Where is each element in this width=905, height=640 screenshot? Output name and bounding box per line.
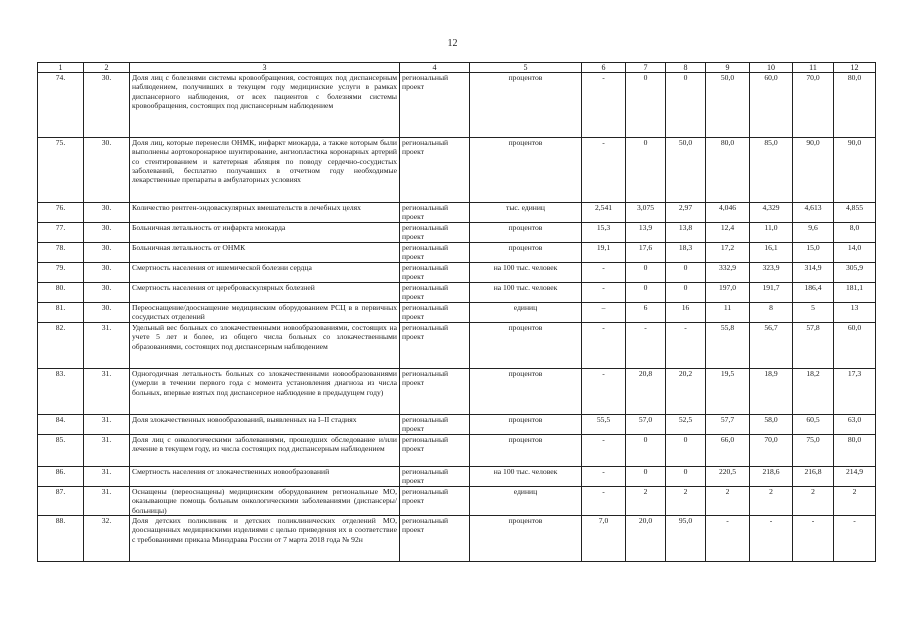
table-row — [38, 263, 876, 283]
unit-of-measure: процентов — [470, 435, 582, 467]
value-col-9: 80,0 — [706, 138, 750, 203]
table-row — [38, 283, 876, 303]
indicator-name: Доля детских поликлиник и детских поликлинических отделений МО, дооснащенных медицинскими изделиями с целью приведения их в соответствие с требованиями приказа Минздрава России от 7 марта 2018 года № 92н — [130, 516, 400, 562]
value-col-6: - — [582, 435, 626, 467]
value-col-11: 90,0 — [793, 138, 834, 203]
source-type: региональный проект — [400, 283, 470, 303]
value-col-9: - — [706, 516, 750, 562]
value-col-12: 60,0 — [834, 323, 876, 369]
unit-of-measure: процентов — [470, 516, 582, 562]
value-col-6: 19,1 — [582, 243, 626, 263]
table-body — [38, 73, 876, 562]
value-col-11: 4,613 — [793, 203, 834, 223]
goal-number: 30. — [84, 283, 130, 303]
value-col-12: 214,9 — [834, 467, 876, 487]
value-col-11: 186,4 — [793, 283, 834, 303]
value-col-11: 2 — [793, 487, 834, 516]
source-type: региональный проект — [400, 243, 470, 263]
value-col-11: - — [793, 516, 834, 562]
source-type: региональный проект — [400, 487, 470, 516]
unit-of-measure: процентов — [470, 138, 582, 203]
value-col-9: 2 — [706, 487, 750, 516]
value-col-11: 75,0 — [793, 435, 834, 467]
value-col-9: 57,7 — [706, 415, 750, 435]
value-col-7: 57,0 — [626, 415, 666, 435]
indicator-name: Количество рентген-эндоваскулярных вмешательств в лечебных целях — [130, 203, 400, 223]
value-col-6: - — [582, 467, 626, 487]
value-col-12: - — [834, 516, 876, 562]
column-header: 3 — [130, 63, 400, 73]
goal-number: 31. — [84, 467, 130, 487]
value-col-8: 18,3 — [666, 243, 706, 263]
value-col-9: 17,2 — [706, 243, 750, 263]
value-col-7: 3,075 — [626, 203, 666, 223]
column-header: 7 — [626, 63, 666, 73]
indicators-table — [37, 62, 876, 562]
unit-of-measure: процентов — [470, 323, 582, 369]
value-col-6: - — [582, 73, 626, 138]
value-col-7: 0 — [626, 138, 666, 203]
value-col-6: - — [582, 487, 626, 516]
indicator-name: Доля злокачественных новообразований, выявленных на I–II стадиях — [130, 415, 400, 435]
page-number: 12 — [447, 38, 458, 49]
unit-of-measure: тыс. единиц — [470, 203, 582, 223]
value-col-11: 70,0 — [793, 73, 834, 138]
row-number: 79. — [38, 263, 84, 283]
value-col-10: 85,0 — [750, 138, 793, 203]
unit-of-measure: единиц — [470, 487, 582, 516]
value-col-12: 14,0 — [834, 243, 876, 263]
table-row — [38, 415, 876, 435]
value-col-9: 55,8 — [706, 323, 750, 369]
table-row — [38, 203, 876, 223]
value-col-6: 2,541 — [582, 203, 626, 223]
row-number: 81. — [38, 303, 84, 323]
value-col-7: 2 — [626, 487, 666, 516]
value-col-10: - — [750, 516, 793, 562]
goal-number: 31. — [84, 487, 130, 516]
row-number: 80. — [38, 283, 84, 303]
indicator-name: Больничная летальность от инфаркта миокарда — [130, 223, 400, 243]
value-col-11: 15,0 — [793, 243, 834, 263]
value-col-10: 58,0 — [750, 415, 793, 435]
value-col-10: 18,9 — [750, 369, 793, 415]
row-number: 82. — [38, 323, 84, 369]
goal-number: 31. — [84, 415, 130, 435]
unit-of-measure: единиц — [470, 303, 582, 323]
value-col-8: 0 — [666, 467, 706, 487]
value-col-6: 55,5 — [582, 415, 626, 435]
indicator-name: Переоснащение/дооснащение медицинским оборудованием РСЦ в в первичных сосудистых отделений — [130, 303, 400, 323]
indicator-name: Смертность населения от ишемической болезни сердца — [130, 263, 400, 283]
value-col-10: 70,0 — [750, 435, 793, 467]
value-col-8: 16 — [666, 303, 706, 323]
table-row — [38, 73, 876, 138]
goal-number: 30. — [84, 243, 130, 263]
unit-of-measure: на 100 тыс. человек — [470, 467, 582, 487]
value-col-6: 15,3 — [582, 223, 626, 243]
table-row — [38, 223, 876, 243]
value-col-6: 7,0 — [582, 516, 626, 562]
value-col-11: 18,2 — [793, 369, 834, 415]
goal-number: 30. — [84, 203, 130, 223]
value-col-10: 4,329 — [750, 203, 793, 223]
value-col-8: 0 — [666, 73, 706, 138]
value-col-11: 5 — [793, 303, 834, 323]
value-col-6: - — [582, 323, 626, 369]
source-type: региональный проект — [400, 369, 470, 415]
value-col-7: 0 — [626, 283, 666, 303]
value-col-9: 19,5 — [706, 369, 750, 415]
value-col-6: – — [582, 303, 626, 323]
value-col-7: 0 — [626, 73, 666, 138]
value-col-7: - — [626, 323, 666, 369]
value-col-10: 60,0 — [750, 73, 793, 138]
value-col-12: 63,0 — [834, 415, 876, 435]
value-col-12: 17,3 — [834, 369, 876, 415]
value-col-8: 52,5 — [666, 415, 706, 435]
source-type: региональный проект — [400, 303, 470, 323]
value-col-12: 90,0 — [834, 138, 876, 203]
value-col-12: 13 — [834, 303, 876, 323]
indicator-name: Удельный вес больных со злокачественными новообразованиями, состоящих на учете 5 лет и более, из общего числа больных со злокачественными образованиями, состоящих под диспансерным наблюдением — [130, 323, 400, 369]
value-col-10: 16,1 — [750, 243, 793, 263]
indicator-name: Доля лиц с онкологическими заболеваниями, прошедших обследование и/или лечение в текущем году, из числа состоящих под диспансерным наблюдением — [130, 435, 400, 467]
value-col-9: 12,4 — [706, 223, 750, 243]
goal-number: 30. — [84, 223, 130, 243]
value-col-7: 13,9 — [626, 223, 666, 243]
unit-of-measure: процентов — [470, 369, 582, 415]
value-col-10: 8 — [750, 303, 793, 323]
column-header: 11 — [793, 63, 834, 73]
source-type: региональный проект — [400, 203, 470, 223]
goal-number: 31. — [84, 369, 130, 415]
value-col-12: 305,9 — [834, 263, 876, 283]
unit-of-measure: процентов — [470, 415, 582, 435]
value-col-9: 4,046 — [706, 203, 750, 223]
indicator-name: Больничная летальность от ОНМК — [130, 243, 400, 263]
column-header: 2 — [84, 63, 130, 73]
source-type: региональный проект — [400, 73, 470, 138]
value-col-12: 4,855 — [834, 203, 876, 223]
value-col-11: 314,9 — [793, 263, 834, 283]
value-col-10: 323,9 — [750, 263, 793, 283]
value-col-12: 80,0 — [834, 435, 876, 467]
value-col-10: 218,6 — [750, 467, 793, 487]
indicator-name: Смертность населения от цереброваскулярных болезней — [130, 283, 400, 303]
value-col-10: 11,0 — [750, 223, 793, 243]
row-number: 74. — [38, 73, 84, 138]
table-row — [38, 243, 876, 263]
value-col-9: 11 — [706, 303, 750, 323]
value-col-8: 0 — [666, 283, 706, 303]
column-number-row — [38, 63, 876, 73]
value-col-8: 13,8 — [666, 223, 706, 243]
table-row — [38, 303, 876, 323]
source-type: региональный проект — [400, 516, 470, 562]
value-col-9: 50,0 — [706, 73, 750, 138]
value-col-8: 2 — [666, 487, 706, 516]
column-header: 1 — [38, 63, 84, 73]
value-col-8: 0 — [666, 263, 706, 283]
indicator-name: Оснащены (переоснащены) медицинским оборудованием региональные МО, оказывающие помощь больным онкологическими заболеваниями (диспансеры/больницы) — [130, 487, 400, 516]
value-col-9: 220,5 — [706, 467, 750, 487]
table-row — [38, 467, 876, 487]
table-row — [38, 435, 876, 467]
value-col-8: 50,0 — [666, 138, 706, 203]
value-col-9: 66,0 — [706, 435, 750, 467]
value-col-7: 0 — [626, 435, 666, 467]
row-number: 83. — [38, 369, 84, 415]
row-number: 84. — [38, 415, 84, 435]
value-col-7: 20,8 — [626, 369, 666, 415]
row-number: 76. — [38, 203, 84, 223]
table-row — [38, 138, 876, 203]
value-col-12: 181,1 — [834, 283, 876, 303]
value-col-12: 2 — [834, 487, 876, 516]
goal-number: 32. — [84, 516, 130, 562]
value-col-11: 60,5 — [793, 415, 834, 435]
value-col-7: 20,0 — [626, 516, 666, 562]
value-col-8: - — [666, 323, 706, 369]
value-col-11: 57,8 — [793, 323, 834, 369]
column-header: 12 — [834, 63, 876, 73]
value-col-7: 17,6 — [626, 243, 666, 263]
goal-number: 31. — [84, 435, 130, 467]
value-col-9: 332,9 — [706, 263, 750, 283]
source-type: региональный проект — [400, 263, 470, 283]
goal-number: 30. — [84, 73, 130, 138]
goal-number: 30. — [84, 138, 130, 203]
row-number: 75. — [38, 138, 84, 203]
value-col-7: 0 — [626, 263, 666, 283]
unit-of-measure: на 100 тыс. человек — [470, 263, 582, 283]
column-header: 10 — [750, 63, 793, 73]
indicator-name: Доля лиц с болезнями системы кровообращения, состоящих под диспансерным наблюдением, получивших в текущем году медицинские услуги в рамках диспансерного наблюдения, от всех пациентов с болезнями системы кровообращения, состоящих под диспансерным наблюдением — [130, 73, 400, 138]
value-col-6: - — [582, 283, 626, 303]
source-type: региональный проект — [400, 435, 470, 467]
value-col-8: 0 — [666, 435, 706, 467]
indicator-name: Доля лиц, которые перенесли ОНМК, инфаркт миокарда, а также которым были выполнены аортокоронарное шунтирование, ангиопластика коронарных артерий со стентированием и катетерная абляция по поводу сердечно-сосудистых заболеваний, бесплатно получавших в отчетном году необходимые лекарственные препараты в амбулаторных условиях — [130, 138, 400, 203]
goal-number: 30. — [84, 263, 130, 283]
value-col-12: 8,0 — [834, 223, 876, 243]
goal-number: 31. — [84, 323, 130, 369]
row-number: 87. — [38, 487, 84, 516]
value-col-6: - — [582, 263, 626, 283]
unit-of-measure: процентов — [470, 223, 582, 243]
indicator-name: Одногодичная летальность больных со злокачественными новообразованиями (умерли в течении первого года с момента установления диагноза из числа больных, впервые взятых под диспансерное наблюдение в предыдущем году) — [130, 369, 400, 415]
value-col-6: - — [582, 369, 626, 415]
value-col-8: 2,97 — [666, 203, 706, 223]
table-row — [38, 516, 876, 562]
column-header: 9 — [706, 63, 750, 73]
column-header: 4 — [400, 63, 470, 73]
row-number: 77. — [38, 223, 84, 243]
value-col-10: 191,7 — [750, 283, 793, 303]
unit-of-measure: процентов — [470, 73, 582, 138]
row-number: 78. — [38, 243, 84, 263]
source-type: региональный проект — [400, 138, 470, 203]
source-type: региональный проект — [400, 415, 470, 435]
value-col-8: 95,0 — [666, 516, 706, 562]
column-header: 5 — [470, 63, 582, 73]
source-type: региональный проект — [400, 467, 470, 487]
row-number: 88. — [38, 516, 84, 562]
value-col-9: 197,0 — [706, 283, 750, 303]
value-col-11: 9,6 — [793, 223, 834, 243]
value-col-7: 6 — [626, 303, 666, 323]
unit-of-measure: на 100 тыс. человек — [470, 283, 582, 303]
value-col-7: 0 — [626, 467, 666, 487]
value-col-12: 80,0 — [834, 73, 876, 138]
value-col-10: 56,7 — [750, 323, 793, 369]
value-col-8: 20,2 — [666, 369, 706, 415]
table-row — [38, 369, 876, 415]
value-col-10: 2 — [750, 487, 793, 516]
column-header: 6 — [582, 63, 626, 73]
value-col-11: 216,8 — [793, 467, 834, 487]
source-type: региональный проект — [400, 323, 470, 369]
column-header: 8 — [666, 63, 706, 73]
row-number: 86. — [38, 467, 84, 487]
goal-number: 30. — [84, 303, 130, 323]
unit-of-measure: процентов — [470, 243, 582, 263]
value-col-6: - — [582, 138, 626, 203]
source-type: региональный проект — [400, 223, 470, 243]
table-row — [38, 487, 876, 516]
table-row — [38, 323, 876, 369]
row-number: 85. — [38, 435, 84, 467]
indicator-name: Смертность населения от злокачественных новообразований — [130, 467, 400, 487]
